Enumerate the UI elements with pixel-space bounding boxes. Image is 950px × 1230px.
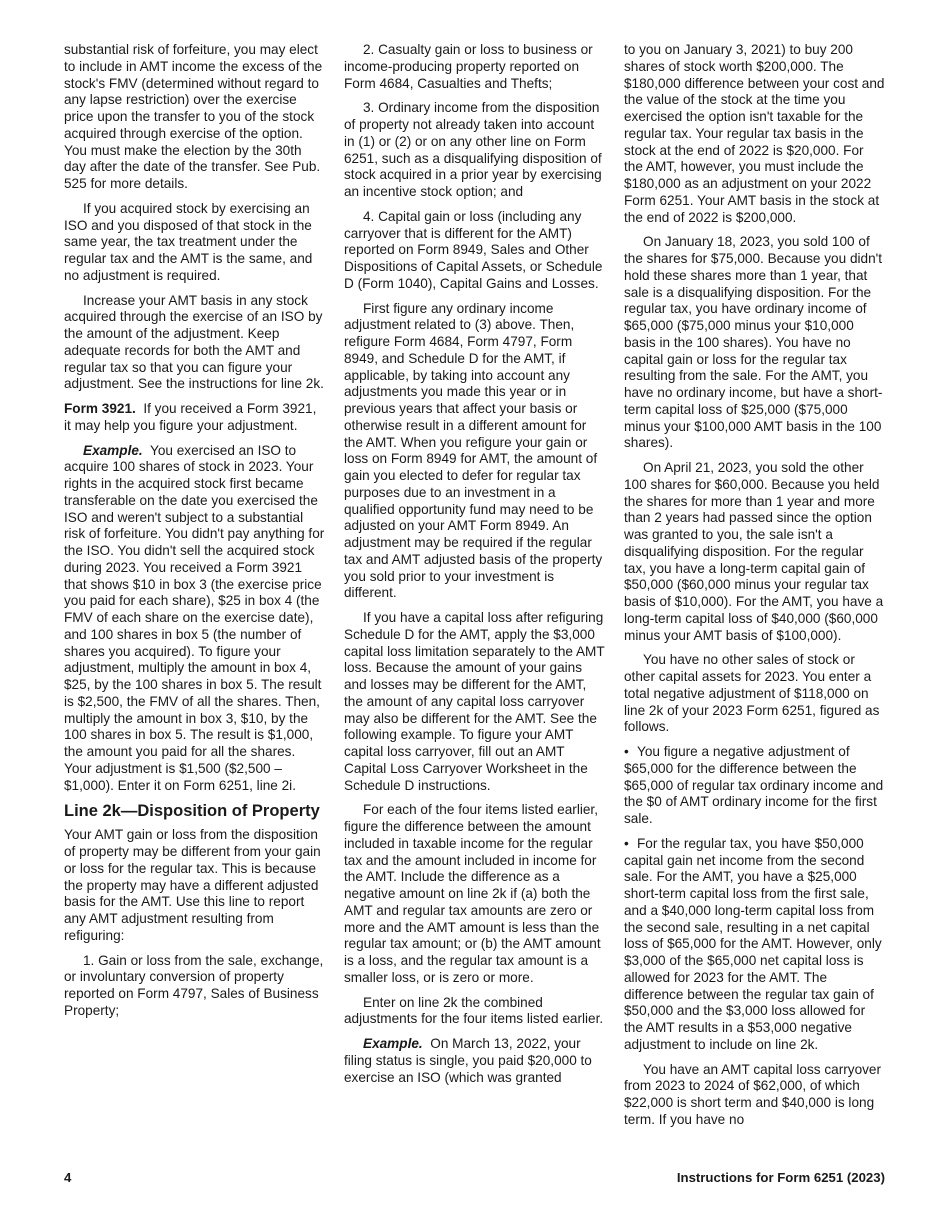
example-paragraph xyxy=(64,443,326,795)
paragraph: You have an AMT capital loss carryover from 2023 to 2024 of $62,000, of which $22,000 is short term and $40,000 is long term. If you have no xyxy=(624,1061,882,1127)
column-3 xyxy=(624,42,886,1129)
paragraph: Enter on line 2k the combined adjustments for the four items listed earlier. xyxy=(344,994,604,1027)
paragraph: First figure any ordinary income adjustment related to (3) above. Then, refigure Form 4684, Form 4797, Form 8949, and Schedule D for the AMT, if applicable, by taking into account any adjustments you made this year or in previous years that affect your basis or otherwise result in a different amount for the AMT. When you refigure your gain or loss on Form 8949 for AMT, the amount of gain you elected to defer for regular tax purposes due to an investment in a qualified opportunity fund may need to be adjusted on your AMT Form 8949. An adjustment may be required if the regular tax and AMT adjusted basis of the property you sold prior to your investment is different. xyxy=(344,300,603,601)
bullet-icon: • xyxy=(624,744,629,759)
example-label: Example. xyxy=(363,1036,423,1051)
column-1 xyxy=(64,42,326,1020)
footer-title: Instructions for Form 6251 (2023) xyxy=(676,1170,885,1185)
bullet-item xyxy=(624,744,886,828)
paragraph: On January 18, 2023, you sold 100 of the shares for $75,000. Because you didn't hold these shares more than 1 year, that sale is a disqualifying disposition. For the regular tax, you have ordinary income of $65,000 ($75,000 minus your $10,000 basis in the 100 shares). You have no capital gain or loss for the regular tax resulting from the sale. For the AMT, you have no ordinary income, but have a short-term capital loss of $25,000 ($75,000 minus your $100,000 AMT basis in the 100 shares). xyxy=(624,234,883,451)
section-heading: Line 2k—Disposition of Property xyxy=(64,802,320,821)
list-item: 3. Ordinary income from the disposition of property not already taken into account in (1) or (2) or on any other line on Form 6251, such as a disqualifying disposition of stock acquired in a prior year by exercising an incentive stock option; and xyxy=(344,100,602,199)
paragraph: to you on January 3, 2021) to buy 200 shares of stock worth $200,000. The $180,000 difference between your cost and the value of the stock at the time you exercised the option isn't taxable for the regular tax. Your regular tax basis in the stock at the end of 2022 is $20,000. For the AMT, however, you must include the $180,000 as an adjustment on your 2022 Form 6251. Your AMT basis in the stock at the end of 2022 is $200,000. xyxy=(624,42,885,225)
bullet-text: You figure a negative adjustment of $65,000 for the difference between the $65,000 of regular tax ordinary income and the $0 of AMT ordinary income for the first sale. xyxy=(624,744,884,826)
paragraph: For each of the four items listed earlier, figure the difference between the amount included in taxable income for the regular tax and the amount included in income for the AMT. Include the difference as a negative amount on line 2k if (a) both the AMT and regular tax amounts are zero or more and the AMT amount is less than the regular tax amount; or (b) the AMT amount is a loss, and the regular tax amount is a smaller loss, or is zero or more. xyxy=(344,802,601,985)
column-2 xyxy=(344,42,606,1086)
paragraph: Your AMT gain or loss from the disposition of property may be different from your gain or loss for the regular tax. This is because the property may have a different adjusted basis for the AMT. Use this line to report any AMT adjustment resulting from refiguring: xyxy=(64,827,321,943)
paragraph: If you have a capital loss after refiguring Schedule D for the AMT, apply the $3,000 capital loss limitation separately to the AMT loss. Because the amount of your gains and losses may be different for the AMT, the amount of any capital loss carryover may also be different for the AMT. See the following example. To figure your AMT capital loss carryover, fill out an AMT Capital Loss Carryover Worksheet in the Schedule D instructions. xyxy=(344,610,605,793)
paragraph: Increase your AMT basis in any stock acquired through the exercise of an ISO by the amount of the adjustment. Keep adequate records for both the AMT and regular tax so that you can figure your adjustment. See the instructions for line 2k. xyxy=(64,292,324,392)
example-paragraph xyxy=(344,1036,606,1086)
list-item: 4. Capital gain or loss (including any carryover that is different for the AMT) reported on Form 8949, Sales and Other Dispositions of Capital Assets, or Schedule D (Form 1040), Capital Gains and Losses. xyxy=(344,208,603,291)
run-in-heading: Form 3921. xyxy=(64,401,136,416)
bullet-text: For the regular tax, you have $50,000 capital gain net income from the second sale. For the AMT, you have a $25,000 short-term capital loss from the first sale, and a $40,000 long-term capital loss from the second sale, resulting in a net capital loss of $65,000 for the AMT. However, only $3,000 of the $65,000 net capital loss is allowed for 2023 for the AMT. The difference between the regular tax gain of $50,000 and the $3,000 loss allowed for the AMT results in a $53,000 negative adjustment to include on line 2k. xyxy=(624,835,882,1052)
bullet-icon: • xyxy=(624,835,629,851)
list-item: 2. Casualty gain or loss to business or income-producing property reported on Form 4684, Casualties and Thefts; xyxy=(344,42,593,91)
page-number: 4 xyxy=(64,1170,72,1185)
example-text: On March 13, 2022, your filing status is single, you paid $20,000 to exercise an ISO (which was granted xyxy=(344,1036,592,1085)
paragraph-text: If you received a Form 3921, it may help you figure your adjustment. xyxy=(64,401,317,433)
list-item: 1. Gain or loss from the sale, exchange, or involuntary conversion of property reported on Form 4797, Sales of Business Property; xyxy=(64,952,324,1018)
paragraph-form-3921 xyxy=(64,401,326,435)
example-text: You exercised an ISO to acquire 100 shares of stock in 2023. Your rights in the acquired stock first became transferable on the date you exercised the ISO and weren't subject to a substantial risk of forfeiture. You didn't pay anything for the ISO. You didn't sell the acquired stock during 2023. You received a Form 3921 that shows $10 in box 3 (the exercise price you paid for each share), $25 in box 4 (the FMV of each share on the exercise date), and 100 shares in box 5 (the number of shares you acquired). To figure your adjustment, multiply the amount in box 4, $25, by the 100 shares in box 5. The result is $2,500, the FMV of all the shares. Then, multiply the amount in box 3, $10, by the 100 shares in box 5. The result is $1,000, the amount you paid for all the shares. Your adjustment is $1,500 ($2,500 – $1,000). Enter it on Form 6251, line 2i. xyxy=(64,442,325,793)
example-label: Example. xyxy=(83,442,143,458)
paragraph: On April 21, 2023, you sold the other 100 shares for $60,000. Because you held the shares for more than 1 year and more than 2 years had passed since the option was granted to you, the sale isn't a disqualifying disposition. For the regular tax, you have a long-term capital gain of $50,000 ($60,000 minus your regular tax basis of $10,000). For the AMT, you have a long-term capital loss of $40,000 ($60,000 minus your AMT basis of $100,000). xyxy=(624,460,884,643)
bullet-item xyxy=(624,836,886,1054)
paragraph: If you acquired stock by exercising an ISO and you disposed of that stock in the same year, the tax treatment under the regular tax and the AMT is the same, and no adjustment is required. xyxy=(64,200,313,283)
paragraph: substantial risk of forfeiture, you may elect to include in AMT income the excess of the stock's FMV (determined without regard to any lapse restriction) over the exercise price upon the transfer to you of the stock acquired through exercise of the option. You must make the election by the 30th day after the date of the transfer. See Pub. 525 for more details. xyxy=(64,42,323,191)
paragraph: You have no other sales of stock or other capital assets for 2023. You enter a total negative adjustment of $118,000 on line 2k of your 2023 Form 6251, figured as follows. xyxy=(624,652,880,735)
